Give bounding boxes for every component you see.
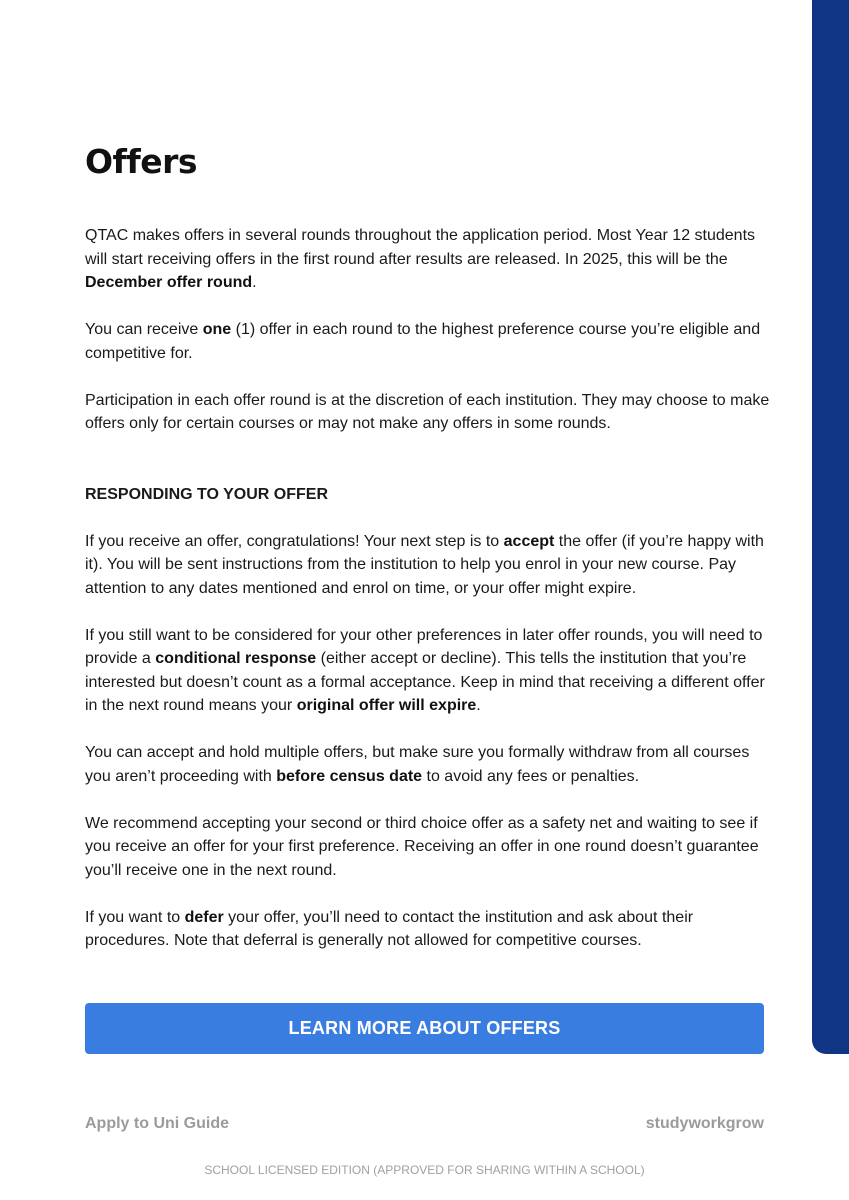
learn-more-offers-label: LEARN MORE ABOUT OFFERS <box>288 1018 561 1038</box>
main-content <box>85 224 775 976</box>
bold-conditional-response: conditional response <box>155 650 317 667</box>
bold-before-census-date: before census date <box>276 767 423 785</box>
section-heading-responding: RESPONDING TO YOUR OFFER <box>85 485 328 503</box>
bold-defer: defer <box>184 908 224 926</box>
footer-guide-title: Apply to Uni Guide <box>85 1115 229 1132</box>
bold-one: one <box>202 321 232 338</box>
bold-december-offer-round: December offer round <box>85 274 253 291</box>
bold-original-offer-expire: original offer will expire <box>296 697 477 714</box>
page-title: Offers <box>85 142 198 181</box>
paragraph-safety-net: We recommend accepting your second or third choice offer as a safety net and waiting to see if you receive an offer for your first preference. Receiving an offer in one round doesn’t guarantee you’ll receive one in the next round. <box>85 814 759 879</box>
bold-accept: accept <box>503 532 555 550</box>
paragraph-conditional-response: If you still want to be considered for your other preferences in later offer rounds, you will need to provide a conditional response (either accept or decline). This tells the institution that you’re interested but doesn’t count as a formal acceptance. Keep in mind that receiving a different offer in the next round means your original offer will expire. <box>85 626 765 714</box>
footer-edition-notice: SCHOOL LICENSED EDITION (APPROVED FOR SHARING WITHIN A SCHOOL) <box>204 1163 645 1177</box>
paragraph-accept-offer: If you receive an offer, congratulations! Your next step is to accept the offer (if you’re happy with it). You will be sent instructions from the institution to help you enrol in your new course. Pay attention to any dates mentioned and enrol on time, or your offer might expire. <box>85 532 764 597</box>
footer-brand: studyworkgrow <box>645 1115 764 1132</box>
paragraph-offer-rounds: QTAC makes offers in several rounds throughout the application period. Most Year 12 students will start receiving offers in the first round after results are released. In 2025, this will be the December offer round. <box>85 227 756 291</box>
paragraph-multiple-offers: You can accept and hold multiple offers, but make sure you formally withdraw from all courses you aren’t proceeding with before census date to avoid any fees or penalties. <box>85 744 750 785</box>
learn-more-offers-button[interactable] <box>85 1003 764 1054</box>
side-accent-bar <box>812 0 849 1054</box>
paragraph-one-offer: You can receive one (1) offer in each round to the highest preference course you’re eligible and competitive for. <box>85 321 761 362</box>
paragraph-participation: Participation in each offer round is at the discretion of each institution. They may choose to make offers only for certain courses or may not make any offers in some rounds. <box>85 391 770 432</box>
paragraph-defer: If you want to defer your offer, you’ll need to contact the institution and ask about their procedures. Note that deferral is generally not allowed for competitive courses. <box>85 908 694 949</box>
